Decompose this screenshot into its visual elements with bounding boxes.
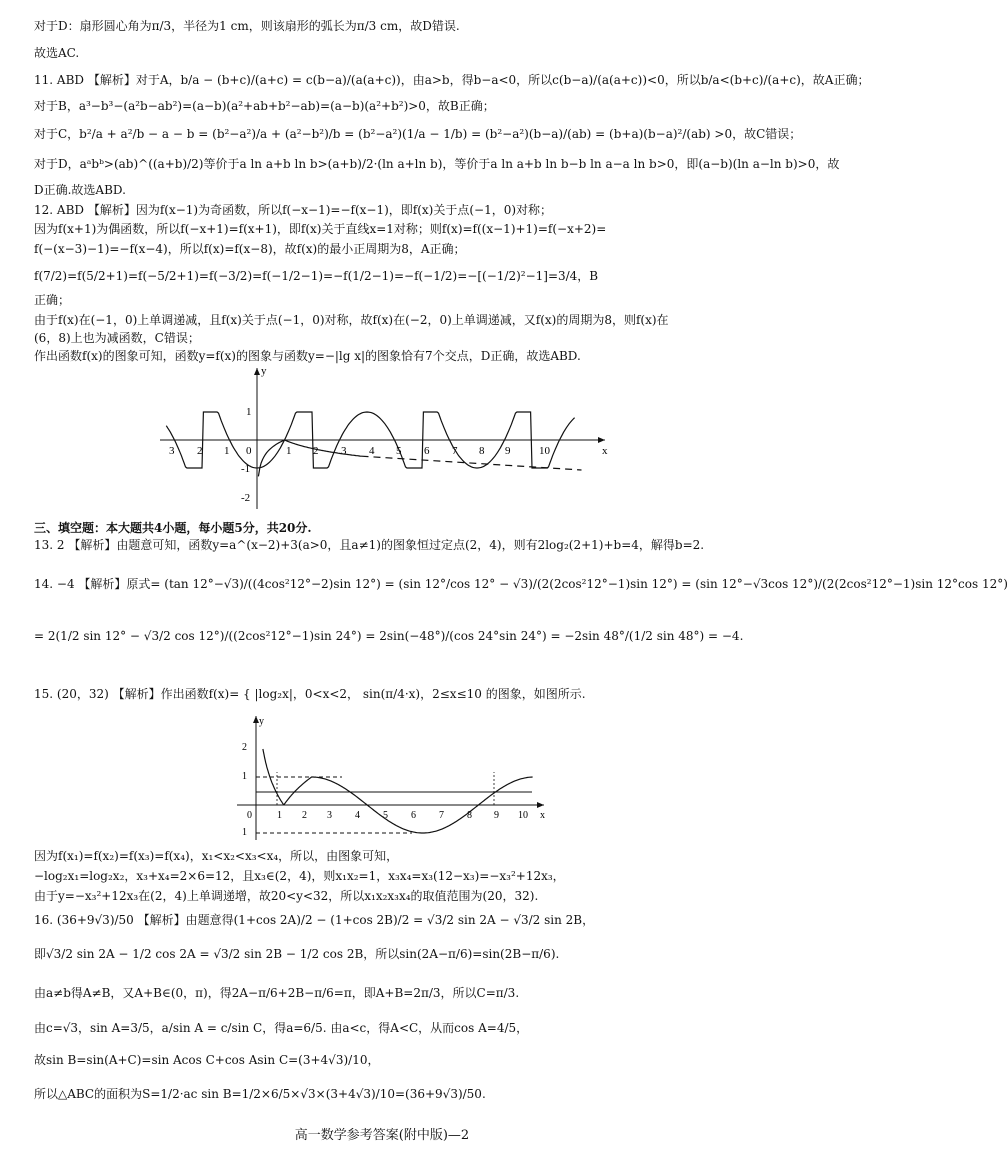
y-tick: -2 xyxy=(241,492,251,504)
x-tick: 3 xyxy=(341,445,347,457)
section-heading: 三、填空题：本大题共4小题，每小题5分，共20分. xyxy=(34,521,312,535)
text-line: 对于C，b²/a + a²/b − a − b = (b²−a²)/a + (a²−b²)/b = (b²−a²)(1/a − 1/b) = (b²−a²)(b−a)/(ab) = (b+a)(b−a)²/(ab) >0，故C错误； xyxy=(34,127,802,141)
question-13-line: 13. 2 【解析】由题意可知，函数y=a^(x−2)+3(a>0，且a≠1)的图象恒过定点(2，4)，则有2log₂(2+1)+b=4，解得b=2. xyxy=(34,538,705,552)
x-tick: 2 xyxy=(302,810,307,821)
x-tick: 3 xyxy=(327,810,332,821)
x-tick: 4 xyxy=(369,445,375,457)
y-axis-label: y xyxy=(261,365,267,377)
x-axis-label: x xyxy=(602,445,608,457)
graph-f-and-neg-abs-lg xyxy=(160,364,610,514)
x-tick: 0 xyxy=(247,810,252,821)
y-tick: 2 xyxy=(242,742,247,753)
text-line: 即√3/2 sin 2A − 1/2 cos 2A = √3/2 sin 2B − 1/2 cos 2B，所以sin(2A−π/6)=sin(2B−π/6). xyxy=(34,947,560,961)
x-tick: 6 xyxy=(424,445,430,457)
neg-abs-lg-dashed xyxy=(362,456,582,470)
x-tick: 6 xyxy=(411,810,416,821)
x-tick: 5 xyxy=(383,810,388,821)
text-line: 因为f(x₁)=f(x₂)=f(x₃)=f(x₄)，x₁<x₂<x₃<x₄，所以，由图象可知， xyxy=(34,849,399,863)
x-tick: 9 xyxy=(494,810,499,821)
y-tick: 1 xyxy=(246,406,252,418)
y-tick: -1 xyxy=(241,463,251,475)
x-tick: 5 xyxy=(396,445,402,457)
x-tick: 7 xyxy=(439,810,444,821)
x-tick: 8 xyxy=(467,810,472,821)
x-axis-label: x xyxy=(540,810,545,821)
text-line: 正确； xyxy=(34,293,71,307)
text-line: 对于D，aᵃbᵇ>(ab)^((a+b)/2)等价于a ln a+b ln b>(a+b)/2·(ln a+ln b)，等价于a ln a+b ln b−b ln a−a ln b>0，即(a−b)(ln a−ln b)>0，故 xyxy=(34,157,840,171)
y-tick: 1 xyxy=(242,827,247,838)
text-line: f(7/2)=f(5/2+1)=f(−5/2+1)=f(−3/2)=f(−1/2−1)=−f(1/2−1)=−f(−1/2)=−[(−1/2)²−1]=3/4，B xyxy=(34,269,599,283)
x-tick: 1 xyxy=(277,810,282,821)
x-tick: 7 xyxy=(452,445,458,457)
graph-piecewise-f xyxy=(232,712,552,842)
text-line: 对于B，a³−b³−(a²b−ab²)=(a−b)(a²+ab+b²−ab)=(a−b)(a²+b²)>0，故B正确； xyxy=(34,99,495,113)
x-tick: 4 xyxy=(355,810,360,821)
text-line: 故sin B=sin(A+C)=sin Acos C+cos Asin C=(3+4√3)/10， xyxy=(34,1053,380,1067)
origin-label: 0 xyxy=(246,445,252,457)
text-line: f(−(x−3)−1)=−f(x−4)，所以f(x)=f(x−8)，故f(x)的最小正周期为8，A正确； xyxy=(34,242,466,256)
x-tick: 9 xyxy=(505,445,511,457)
text-line: 作出函数f(x)的图象可知，函数y=f(x)的图象与函数y=−|lg x|的图象恰有7个交点，D正确，故选ABD. xyxy=(34,349,581,363)
x-tick: 10 xyxy=(539,445,550,457)
x-tick: 10 xyxy=(518,810,528,821)
text-line: 由a≠b得A≠B，又A+B∈(0，π)，得2A−π/6+2B−π/6=π，即A+B=2π/3，所以C=π/3. xyxy=(34,986,520,1000)
text-line: 由于f(x)在(−1，0)上单调递减，且f(x)关于点(−1，0)对称，故f(x)在(−2，0)上单调递减，又f(x)的周期为8，则f(x)在 xyxy=(34,313,669,327)
page-footer: 高一数学参考答案(附中版)—2 xyxy=(294,1128,470,1143)
x-tick: 2 xyxy=(313,445,319,457)
text-line: 对于D：扇形圆心角为π/3，半径为1 cm，则该扇形的弧长为π/3 cm，故D错误. xyxy=(34,19,460,33)
x-tick: 2 xyxy=(197,445,203,457)
question-11-line: 11. ABD 【解析】对于A，b/a − (b+c)/(a+c) = c(b−a)/(a(a+c))，由a>b，得b−a<0，所以c(b−a)/(a(a+c))<0，所以b/a<(b+c)/(a+c)，故A正确； xyxy=(34,73,870,87)
text-line: 所以△ABC的面积为S=1/2·ac sin B=1/2×6/5×√3×(3+4√3)/10=(36+9√3)/50. xyxy=(34,1087,486,1101)
question-12-line: 12. ABD 【解析】因为f(x−1)为奇函数，所以f(−x−1)=−f(x−1)，即f(x)关于点(−1，0)对称； xyxy=(34,203,553,217)
text-line: 由c=√3，sin A=3/5，a/sin A = c/sin C，得a=6/5. 由a<c，得A<C，从而cos A=4/5， xyxy=(34,1021,529,1035)
text-line: 故选AC. xyxy=(34,46,80,60)
y-tick: 1 xyxy=(242,771,247,782)
question-16-line: 16. (36+9√3)/50 【解析】由题意得(1+cos 2A)/2 − (1+cos 2B)/2 = √3/2 sin 2A − √3/2 sin 2B， xyxy=(34,913,595,927)
question-14-line: 14. −4 【解析】原式= (tan 12°−√3)/((4cos²12°−2)sin 12°) = (sin 12°/cos 12° − √3)/(2(2cos²12°−1)sin 12°) = (sin 12°−√3cos 12°)/(2(2cos²12°−1)sin 12°cos 12°) xyxy=(34,577,1008,591)
y-axis-label: y xyxy=(259,716,264,727)
text-line: D正确.故选ABD. xyxy=(34,183,126,197)
text-line: 由于y=−x₃²+12x₃在(2，4)上单调递增，故20<y<32，所以x₁x₂x₃x₄的取值范围为(20，32). xyxy=(34,889,539,903)
question-15-line: 15. (20，32) 【解析】作出函数f(x)= { |log₂x|，0<x<2， sin(π/4·x)，2≤x≤10 的图象，如图所示. xyxy=(34,687,586,701)
x-tick: 1 xyxy=(224,445,230,457)
text-line: (6，8)上也为减函数，C错误； xyxy=(34,331,200,345)
text-line: −log₂x₁=log₂x₂，x₃+x₄=2×6=12，且x₃∈(2，4)，则x₁x₂=1，x₃x₄=x₃(12−x₃)=−x₃²+12x₃， xyxy=(34,869,565,883)
x-tick: 1 xyxy=(286,445,292,457)
x-tick: 8 xyxy=(479,445,485,457)
x-tick: 3 xyxy=(169,445,175,457)
text-line: = 2(1/2 sin 12° − √3/2 cos 12°)/((2cos²12°−1)sin 24°) = 2sin(−48°)/(cos 24°sin 24°) = −2sin 48°/(1/2 sin 48°) = −4. xyxy=(34,629,744,643)
text-line: 因为f(x+1)为偶函数，所以f(−x+1)=f(x+1)，即f(x)关于直线x=1对称；则f(x)=f((x−1)+1)=f(−x+2)= xyxy=(34,222,607,236)
